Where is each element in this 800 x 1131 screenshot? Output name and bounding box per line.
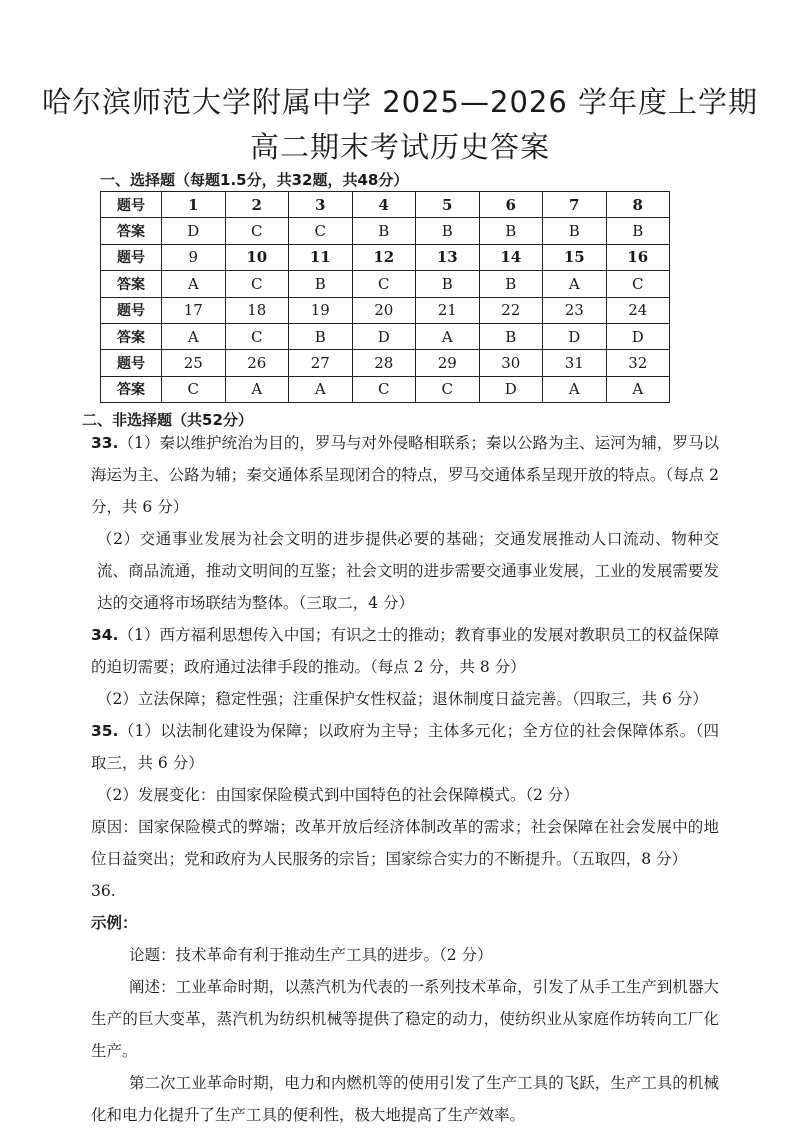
q34-number: 34. xyxy=(91,626,119,644)
answer-cell: C xyxy=(416,376,480,402)
section-non-choice-heading: 二、非选择题（共52分） xyxy=(82,411,253,429)
question-number-cell: 18 xyxy=(225,297,289,323)
question-number-cell: 15 xyxy=(543,244,607,270)
question-number-cell: 24 xyxy=(606,297,670,323)
q34-part2: （2）立法保障；稳定性强；注重保护女性权益；退休制度日益完善。（四取三，共 6 分） xyxy=(97,690,708,708)
answer-label: 答案 xyxy=(101,376,162,402)
question-number-cell: 30 xyxy=(479,350,543,376)
answer-cell: B xyxy=(479,323,543,349)
question-number-row xyxy=(101,192,670,218)
answer-table xyxy=(100,191,670,403)
answer-label: 答案 xyxy=(101,271,162,297)
question-number-cell: 12 xyxy=(352,244,416,270)
question-number-cell: 10 xyxy=(225,244,289,270)
answer-row xyxy=(101,323,670,349)
q36-elaboration-1: 阐述：工业革命时期，以蒸汽机为代表的一系列技术革命，引发了从手工生产到机器大生产的巨大变革，蒸汽机为纺织机械等提供了稳定的动力，使纺织业从家庭作坊转向工厂化生产。 xyxy=(91,978,719,1060)
question-number-cell: 19 xyxy=(289,297,353,323)
question-number-cell: 14 xyxy=(479,244,543,270)
title-line-1: 哈尔滨师范大学附属中学 2025—2026 学年度上学期 xyxy=(41,85,759,119)
answer-cell: B xyxy=(289,323,353,349)
answer-cell: C xyxy=(352,376,416,402)
answer-cell: A xyxy=(606,376,670,402)
question-number-cell: 9 xyxy=(162,244,226,270)
answer-label: 答案 xyxy=(101,323,162,349)
answer-row xyxy=(101,376,670,402)
q36-number: 36. xyxy=(91,882,116,900)
title-line-2: 高二期末考试历史答案 xyxy=(249,130,550,164)
answer-cell: A xyxy=(289,376,353,402)
answer-cell: C xyxy=(225,271,289,297)
answer-cell: A xyxy=(416,323,480,349)
answer-cell: B xyxy=(289,271,353,297)
answer-cell: B xyxy=(416,218,480,244)
answer-cell: C xyxy=(606,271,670,297)
question-number-cell: 7 xyxy=(543,192,607,218)
q35-part1: 35.（1）以法制化建设为保障；以政府为主导；主体多元化；全方位的社会保障体系。（四取三，共 6 分） xyxy=(91,722,719,772)
answer-cell: C xyxy=(352,271,416,297)
q35-part2: （2）发展变化：由国家保险模式到中国特色的社会保障模式。（2 分） xyxy=(97,786,579,804)
question-number-cell: 29 xyxy=(416,350,480,376)
question-number-cell: 17 xyxy=(162,297,226,323)
question-number-cell: 8 xyxy=(606,192,670,218)
answer-cell: B xyxy=(352,218,416,244)
q36-example-label: 示例： xyxy=(91,914,138,932)
question-number-cell: 13 xyxy=(416,244,480,270)
question-number-cell: 2 xyxy=(225,192,289,218)
answer-cell: C xyxy=(289,218,353,244)
q33-number: 33. xyxy=(91,434,119,452)
question-number-label: 题号 xyxy=(101,350,162,376)
question-number-cell: 27 xyxy=(289,350,353,376)
q36-thesis: 论题：技术革命有利于推动生产工具的进步。（2 分） xyxy=(129,946,493,964)
q35-part3: 原因：国家保险模式的弊端；改革开放后经济体制改革的需求；社会保障在社会发展中的地位日益突出；党和政府为人民服务的宗旨；国家综合实力的不断提升。（五取四，8 分） xyxy=(91,818,719,868)
q33-part2: （2）交通事业发展为社会文明的进步提供必要的基础；交通发展推动人口流动、物种交流、商品流通，推动文明间的互鉴；社会文明的进步需要交通事业发展，工业的发展需要发达的交通将市场联结为整体。（三取二，4 分） xyxy=(97,530,719,612)
answer-cell: B xyxy=(416,271,480,297)
question-number-cell: 11 xyxy=(289,244,353,270)
answer-cell: D xyxy=(543,323,607,349)
question-number-row xyxy=(101,350,670,376)
question-number-label: 题号 xyxy=(101,244,162,270)
question-number-cell: 26 xyxy=(225,350,289,376)
answer-cell: C xyxy=(225,323,289,349)
answer-label: 答案 xyxy=(101,218,162,244)
question-number-cell: 32 xyxy=(606,350,670,376)
question-number-cell: 1 xyxy=(162,192,226,218)
answer-cell: B xyxy=(479,218,543,244)
answer-cell: D xyxy=(162,218,226,244)
question-number-cell: 5 xyxy=(416,192,480,218)
question-number-cell: 20 xyxy=(352,297,416,323)
answer-cell: B xyxy=(479,271,543,297)
q33-part1: 33.（1）秦以维护统治为目的，罗马与对外侵略相联系；秦以公路为主、运河为辅，罗马以海运为主、公路为辅；秦交通体系呈现闭合的特点，罗马交通体系呈现开放的特点。（每点 2 分，共 6 分） xyxy=(91,434,719,516)
question-number-label: 题号 xyxy=(101,192,162,218)
answer-cell: A xyxy=(162,271,226,297)
answer-cell: C xyxy=(162,376,226,402)
answer-row xyxy=(101,218,670,244)
question-number-cell: 21 xyxy=(416,297,480,323)
q34-part1: 34.（1）西方福利思想传入中国；有识之士的推动；教育事业的发展对教职员工的权益保障的迫切需要；政府通过法律手段的推动。（每点 2 分，共 8 分） xyxy=(91,626,719,676)
answer-cell: C xyxy=(225,218,289,244)
answer-cell: A xyxy=(162,323,226,349)
answer-cell: B xyxy=(543,218,607,244)
question-number-cell: 25 xyxy=(162,350,226,376)
question-number-cell: 16 xyxy=(606,244,670,270)
question-number-cell: 6 xyxy=(479,192,543,218)
q35-number: 35. xyxy=(91,722,119,740)
question-number-row xyxy=(101,244,670,270)
question-number-cell: 3 xyxy=(289,192,353,218)
answer-cell: D xyxy=(606,323,670,349)
question-number-cell: 4 xyxy=(352,192,416,218)
q36-elaboration-2: 第二次工业革命时期，电力和内燃机等的使用引发了生产工具的飞跃，生产工具的机械化和电力化提升了生产工具的便利性，极大地提高了生产效率。 xyxy=(91,1074,719,1124)
question-number-cell: 23 xyxy=(543,297,607,323)
answer-cell: A xyxy=(225,376,289,402)
question-number-cell: 31 xyxy=(543,350,607,376)
answer-cell: D xyxy=(479,376,543,402)
answer-content xyxy=(91,427,719,1131)
section-multiple-choice-heading: 一、选择题（每题1.5分，共32题，共48分） xyxy=(100,171,409,189)
question-number-row xyxy=(101,297,670,323)
answer-cell: A xyxy=(543,376,607,402)
answer-cell: A xyxy=(543,271,607,297)
question-number-cell: 22 xyxy=(479,297,543,323)
answer-row xyxy=(101,271,670,297)
question-number-label: 题号 xyxy=(101,297,162,323)
question-number-cell: 28 xyxy=(352,350,416,376)
answer-cell: D xyxy=(352,323,416,349)
answer-cell: B xyxy=(606,218,670,244)
